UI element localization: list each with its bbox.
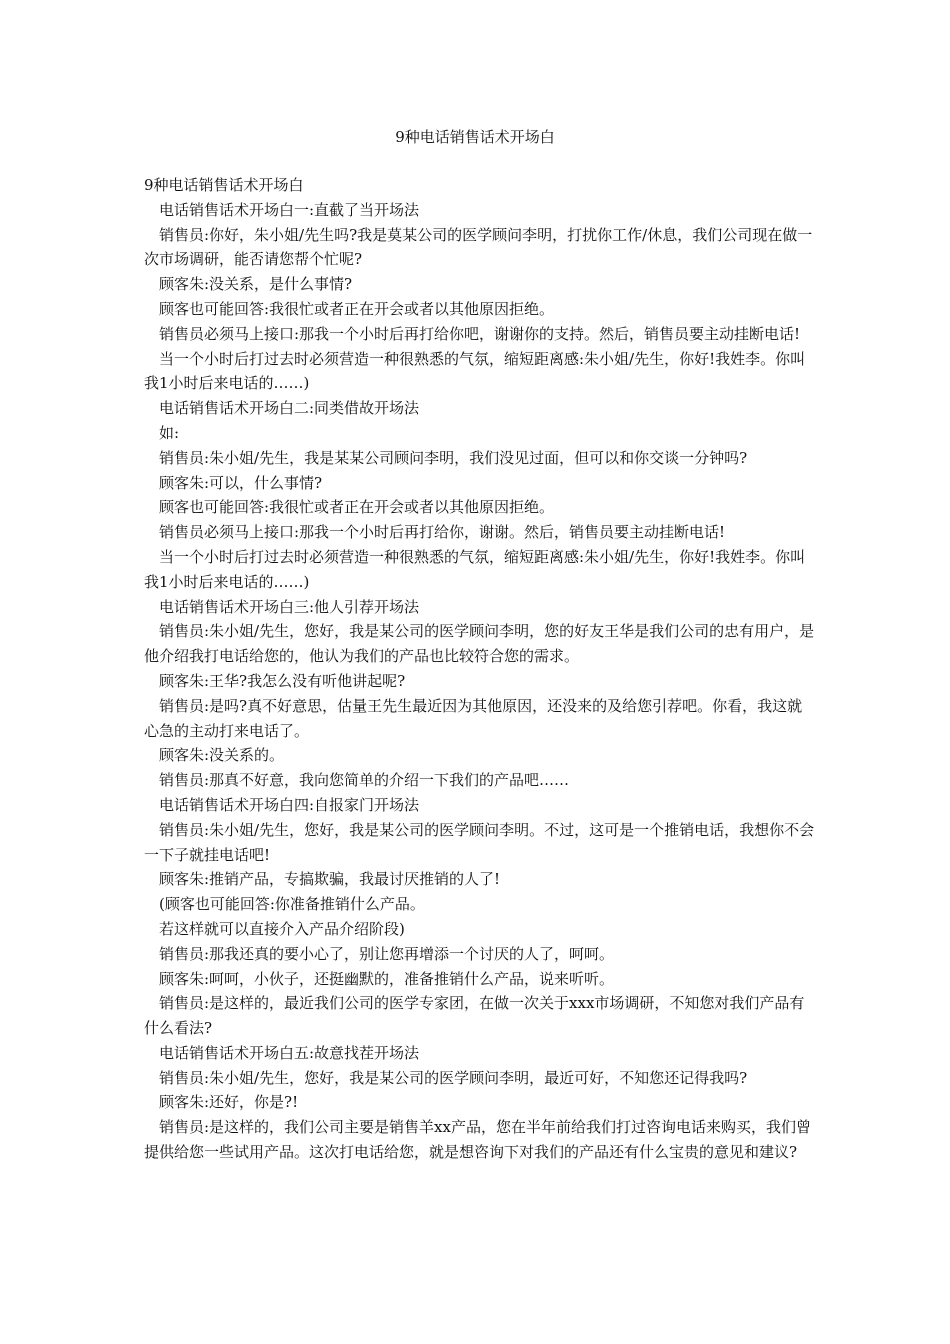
paragraph: 电话销售话术开场白五:故意找茬开场法 — [159, 1043, 420, 1062]
paragraph: (顾客也可能回答:你准备推销什么产品。 — [159, 895, 425, 914]
paragraph: 若这样就可以直接介入产品介绍阶段) — [159, 919, 405, 938]
paragraph: 销售员:是这样的，最近我们公司的医学专家团，在做一次关于xxx市场调研，不知您对我们产品有什么看法? — [144, 994, 805, 1038]
paragraph: 销售员:是吗?真不好意思，估量王先生最近因为其他原因，还没来的及给您引荐吧。你看，我这就心急的主动打来电话了。 — [144, 696, 803, 740]
paragraph: 顾客朱:可以，什么事情? — [159, 473, 323, 492]
paragraph: 销售员:朱小姐/先生，您好，我是某公司的医学顾问李明。不过，这可是一个推销电话，我想你不会一下子就挂电话吧! — [144, 820, 815, 864]
paragraph: 顾客朱:没关系，是什么事情? — [159, 275, 353, 294]
paragraph: 销售员:朱小姐/先生，您好，我是某公司的医学顾问李明，最近可好，不知您还记得我吗? — [159, 1068, 748, 1087]
paragraph: 顾客朱:还好，你是?! — [159, 1093, 299, 1112]
paragraph: 顾客朱:没关系的。 — [159, 746, 285, 765]
paragraph: 销售员:你好，朱小姐/先生吗?我是莫某公司的医学顾问李明，打扰你工作/休息，我们公司现在做一次市场调研，能否请您帮个忙呢? — [144, 225, 813, 269]
paragraph: 9种电话销售话术开场白 — [144, 176, 304, 194]
document-body — [144, 173, 816, 1165]
paragraph: 顾客也可能回答:我很忙或者正在开会或者以其他原因拒绝。 — [159, 498, 555, 517]
paragraph: 如: — [159, 423, 180, 442]
paragraph: 电话销售话术开场白一:直截了当开场法 — [159, 200, 420, 219]
paragraph: 销售员:朱小姐/先生，我是某某公司顾问李明，我们没见过面，但可以和你交谈一分钟吗? — [159, 448, 748, 467]
document-title: 9种电话销售话术开场白 — [395, 128, 555, 146]
paragraph: 顾客朱:王华?我怎么没有听他讲起呢? — [159, 671, 406, 690]
paragraph: 电话销售话术开场白二:同类借故开场法 — [159, 399, 420, 418]
paragraph: 顾客朱:推销产品，专搞欺骗，我最讨厌推销的人了! — [159, 870, 501, 889]
paragraph: 销售员:是这样的，我们公司主要是销售羊xx产品，您在半年前给我们打过咨询电话来购买，我们曾提供给您一些试用产品。这次打电话给您，就是想咨询下对我们的产品还有什么宝贵的意见和建议? — [144, 1118, 811, 1162]
paragraph: 当一个小时后打过去时必须营造一种很熟悉的气氛，缩短距离感:朱小姐/先生，你好!我姓李。你叫我1小时后来电话的……) — [144, 547, 806, 591]
paragraph: 电话销售话术开场白三:他人引荐开场法 — [159, 597, 420, 616]
paragraph: 销售员:朱小姐/先生，您好，我是某公司的医学顾问李明，您的好友王华是我们公司的忠有用户，是他介绍我打电话给您的，他认为我们的产品也比较符合您的需求。 — [144, 622, 815, 666]
paragraph: 销售员必须马上接口:那我一个小时后再打给你吧，谢谢你的支持。然后，销售员要主动挂断电话! — [159, 324, 801, 343]
paragraph: 销售员必须马上接口:那我一个小时后再打给你，谢谢。然后，销售员要主动挂断电话! — [159, 523, 726, 542]
paragraph: 顾客朱:呵呵，小伙子，还挺幽默的，准备推销什么产品，说来听听。 — [159, 969, 615, 988]
paragraph: 电话销售话术开场白四:自报家门开场法 — [159, 795, 420, 814]
paragraph: 销售员:那我还真的要小心了，别让您再增添一个讨厌的人了，呵呵。 — [159, 944, 615, 963]
paragraph: 销售员:那真不好意，我向您简单的介绍一下我们的产品吧…… — [159, 771, 570, 790]
paragraph: 顾客也可能回答:我很忙或者正在开会或者以其他原因拒绝。 — [159, 299, 555, 318]
paragraph: 当一个小时后打过去时必须营造一种很熟悉的气氛，缩短距离感:朱小姐/先生，你好!我姓李。你叫我1小时后来电话的……) — [144, 349, 806, 393]
